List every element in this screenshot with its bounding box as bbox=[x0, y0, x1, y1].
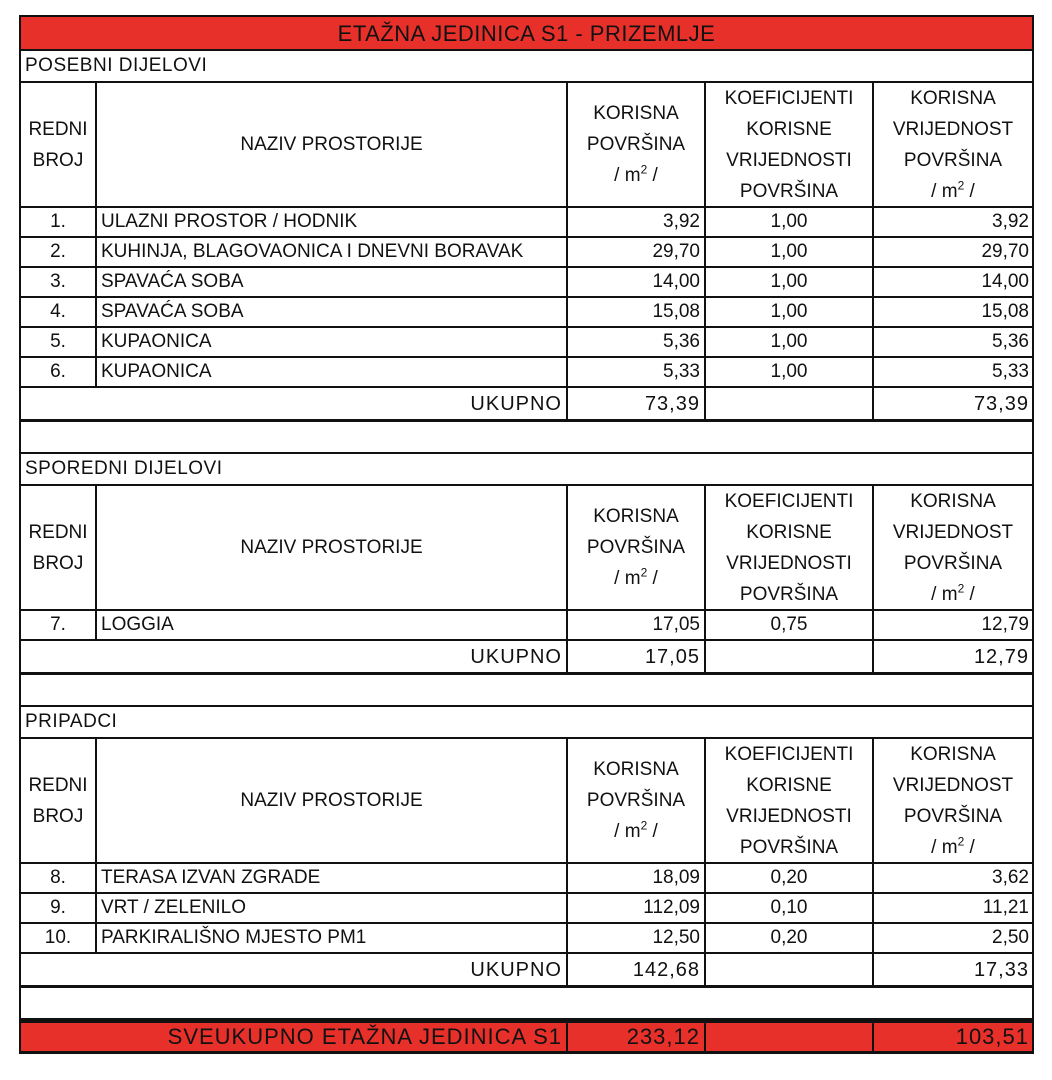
header-line: VRIJEDNOSTI bbox=[726, 149, 852, 171]
header-line: KORISNA bbox=[910, 490, 996, 512]
header-line: KORISNE bbox=[746, 774, 832, 796]
room-name: SPAVAĆA SOBA bbox=[97, 298, 568, 326]
header-line: BROJ bbox=[32, 149, 84, 171]
area-table bbox=[19, 15, 1034, 1054]
section-label-row bbox=[19, 454, 1034, 486]
table-row bbox=[19, 268, 1034, 298]
section-label: POSEBNI DIJELOVI bbox=[25, 55, 208, 76]
header-line: NAZIV PROSTORIJE bbox=[240, 790, 423, 811]
subtotal-coef bbox=[706, 388, 874, 419]
table-row bbox=[19, 864, 1034, 894]
header-line: KORISNA bbox=[910, 743, 996, 765]
table-row bbox=[19, 328, 1034, 358]
section-label: SPOREDNI DIJELOVI bbox=[25, 458, 223, 479]
header-koeficijenti bbox=[706, 739, 874, 862]
table-row bbox=[19, 358, 1034, 388]
header-korisna-povrsina bbox=[568, 83, 706, 206]
table-row bbox=[19, 298, 1034, 328]
room-name: KUPAONICA bbox=[97, 358, 568, 386]
header-redni-broj bbox=[21, 486, 97, 609]
subtotal-label: UKUPNO bbox=[21, 388, 568, 419]
usable-value: 29,70 bbox=[981, 241, 1029, 262]
header-line: KORISNA bbox=[910, 87, 996, 109]
table-title: ETAŽNA JEDINICA S1 - PRIZEMLJE bbox=[337, 21, 716, 46]
subtotal-label: UKUPNO bbox=[21, 641, 568, 672]
usable-area: 17,05 bbox=[568, 611, 706, 639]
row-number: 9. bbox=[21, 894, 97, 922]
header-korisna-vrijednost bbox=[874, 486, 1032, 609]
header-line: POVRŠINA bbox=[586, 134, 686, 155]
table-row bbox=[19, 208, 1034, 238]
header-line: POVRŠINA bbox=[739, 836, 839, 858]
spacer-row bbox=[19, 675, 1034, 707]
section-label-row bbox=[19, 51, 1034, 83]
subtotal-row bbox=[19, 954, 1034, 988]
column-header-row bbox=[19, 486, 1034, 611]
table-row bbox=[19, 924, 1034, 954]
row-number: 4. bbox=[21, 298, 97, 326]
subtotal-label: UKUPNO bbox=[21, 954, 568, 985]
subtotal-row bbox=[19, 641, 1034, 675]
header-line: VRIJEDNOSTI bbox=[726, 805, 852, 827]
coefficient: 1,00 bbox=[706, 268, 874, 296]
subtotal-coef bbox=[706, 954, 874, 985]
room-name: PARKIRALIŠNO MJESTO PM1 bbox=[97, 924, 568, 952]
usable-value: 3,92 bbox=[992, 211, 1029, 232]
room-name: VRT / ZELENILO bbox=[97, 894, 568, 922]
header-line: / $m^2$ / bbox=[614, 818, 658, 842]
usable-area: 14,00 bbox=[568, 268, 706, 296]
usable-area: 112,09 bbox=[568, 894, 706, 922]
usable-area: 3,92 bbox=[568, 208, 706, 236]
coefficient: 1,00 bbox=[706, 328, 874, 356]
header-koeficijenti bbox=[706, 83, 874, 206]
coefficient: 0,20 bbox=[706, 864, 874, 892]
header-line: KORISNA bbox=[593, 759, 679, 780]
usable-area: 5,36 bbox=[568, 328, 706, 356]
usable-area: 18,09 bbox=[568, 864, 706, 892]
header-line: KORISNA bbox=[593, 103, 679, 124]
coefficient: 0,10 bbox=[706, 894, 874, 922]
spacer-row bbox=[19, 988, 1034, 1020]
header-korisna-vrijednost bbox=[874, 83, 1032, 206]
subtotal-area: 73,39 bbox=[568, 388, 706, 419]
header-line: / $m^2$ / bbox=[931, 834, 975, 858]
header-line: BROJ bbox=[32, 805, 84, 827]
usable-value: 5,33 bbox=[992, 361, 1029, 382]
room-name: TERASA IZVAN ZGRADE bbox=[97, 864, 568, 892]
room-name: KUPAONICA bbox=[97, 328, 568, 356]
header-line: VRIJEDNOSTI bbox=[726, 552, 852, 574]
header-line: VRIJEDNOST bbox=[892, 774, 1014, 796]
section-label: PRIPADCI bbox=[25, 711, 118, 732]
room-name: SPAVAĆA SOBA bbox=[97, 268, 568, 296]
grand-total-coef bbox=[706, 1023, 874, 1051]
header-line: REDNI bbox=[28, 774, 88, 796]
header-line: KOEFICIJENTI bbox=[724, 87, 854, 109]
header-line: BROJ bbox=[32, 552, 84, 574]
room-name: KUHINJA, BLAGOVAONICA I DNEVNI BORAVAK bbox=[97, 238, 568, 266]
grand-total-value: 103,51 bbox=[955, 1024, 1029, 1049]
usable-value: 15,08 bbox=[981, 301, 1029, 322]
header-line: VRIJEDNOST bbox=[892, 521, 1014, 543]
usable-value: 11,21 bbox=[982, 897, 1029, 918]
grand-total-label: SVEUKUPNO ETAŽNA JEDINICA S1 bbox=[21, 1023, 568, 1051]
header-line: REDNI bbox=[28, 118, 88, 140]
header-korisna-povrsina bbox=[568, 486, 706, 609]
grand-total-area: 233,12 bbox=[568, 1023, 706, 1051]
usable-value: 3,62 bbox=[992, 867, 1029, 888]
header-redni-broj bbox=[21, 739, 97, 862]
coefficient: 1,00 bbox=[706, 358, 874, 386]
header-line: NAZIV PROSTORIJE bbox=[240, 134, 423, 155]
header-naziv bbox=[97, 739, 568, 862]
subtotal-value: 17,33 bbox=[973, 958, 1029, 981]
usable-area: 12,50 bbox=[568, 924, 706, 952]
header-line: POVRŠINA bbox=[903, 805, 1003, 827]
room-name: ULAZNI PROSTOR / HODNIK bbox=[97, 208, 568, 236]
table-row bbox=[19, 238, 1034, 268]
subtotal-row bbox=[19, 388, 1034, 422]
row-number: 6. bbox=[21, 358, 97, 386]
header-koeficijenti bbox=[706, 486, 874, 609]
section-label-row bbox=[19, 707, 1034, 739]
usable-area: 5,33 bbox=[568, 358, 706, 386]
header-naziv bbox=[97, 83, 568, 206]
header-line: VRIJEDNOST bbox=[892, 118, 1014, 140]
usable-value: 14,00 bbox=[981, 271, 1029, 292]
usable-value: 5,36 bbox=[992, 331, 1029, 352]
usable-value: 12,79 bbox=[981, 614, 1029, 635]
subtotal-coef bbox=[706, 641, 874, 672]
row-number: 7. bbox=[21, 611, 97, 639]
table-row bbox=[19, 611, 1034, 641]
coefficient: 0,20 bbox=[706, 924, 874, 952]
spacer-row bbox=[19, 422, 1034, 454]
header-line: KORISNE bbox=[746, 521, 832, 543]
header-line: KORISNA bbox=[593, 506, 679, 527]
row-number: 1. bbox=[21, 208, 97, 236]
header-line: / $m^2$ / bbox=[614, 565, 658, 589]
room-name: LOGGIA bbox=[97, 611, 568, 639]
coefficient: 1,00 bbox=[706, 298, 874, 326]
header-line: POVRŠINA bbox=[739, 180, 839, 202]
header-korisna-povrsina bbox=[568, 739, 706, 862]
header-line: POVRŠINA bbox=[739, 583, 839, 605]
usable-area: 15,08 bbox=[568, 298, 706, 326]
row-number: 3. bbox=[21, 268, 97, 296]
header-line: POVRŠINA bbox=[586, 537, 686, 558]
header-korisna-vrijednost bbox=[874, 739, 1032, 862]
subtotal-area: 17,05 bbox=[568, 641, 706, 672]
usable-area: 29,70 bbox=[568, 238, 706, 266]
header-redni-broj bbox=[21, 83, 97, 206]
subtotal-value: 73,39 bbox=[973, 392, 1029, 415]
header-naziv bbox=[97, 486, 568, 609]
subtotal-area: 142,68 bbox=[568, 954, 706, 985]
coefficient: 1,00 bbox=[706, 208, 874, 236]
header-line: POVRŠINA bbox=[903, 149, 1003, 171]
column-header-row bbox=[19, 739, 1034, 864]
header-line: / $m^2$ / bbox=[614, 162, 658, 186]
header-line: POVRŠINA bbox=[586, 790, 686, 811]
subtotal-value: 12,79 bbox=[973, 645, 1029, 668]
column-header-row bbox=[19, 83, 1034, 208]
grand-total-row bbox=[19, 1020, 1034, 1054]
header-line: KOEFICIJENTI bbox=[724, 743, 854, 765]
header-line: REDNI bbox=[28, 521, 88, 543]
table-row bbox=[19, 894, 1034, 924]
header-line: / $m^2$ / bbox=[931, 178, 975, 202]
usable-value: 2,50 bbox=[992, 927, 1029, 948]
header-line: POVRŠINA bbox=[903, 552, 1003, 574]
coefficient: 1,00 bbox=[706, 238, 874, 266]
row-number: 2. bbox=[21, 238, 97, 266]
header-line: KOEFICIJENTI bbox=[724, 490, 854, 512]
header-line: / $m^2$ / bbox=[931, 581, 975, 605]
row-number: 10. bbox=[21, 924, 97, 952]
header-line: KORISNE bbox=[746, 118, 832, 140]
table-title-bar bbox=[19, 15, 1034, 51]
header-line: NAZIV PROSTORIJE bbox=[240, 537, 423, 558]
row-number: 8. bbox=[21, 864, 97, 892]
coefficient: 0,75 bbox=[706, 611, 874, 639]
row-number: 5. bbox=[21, 328, 97, 356]
